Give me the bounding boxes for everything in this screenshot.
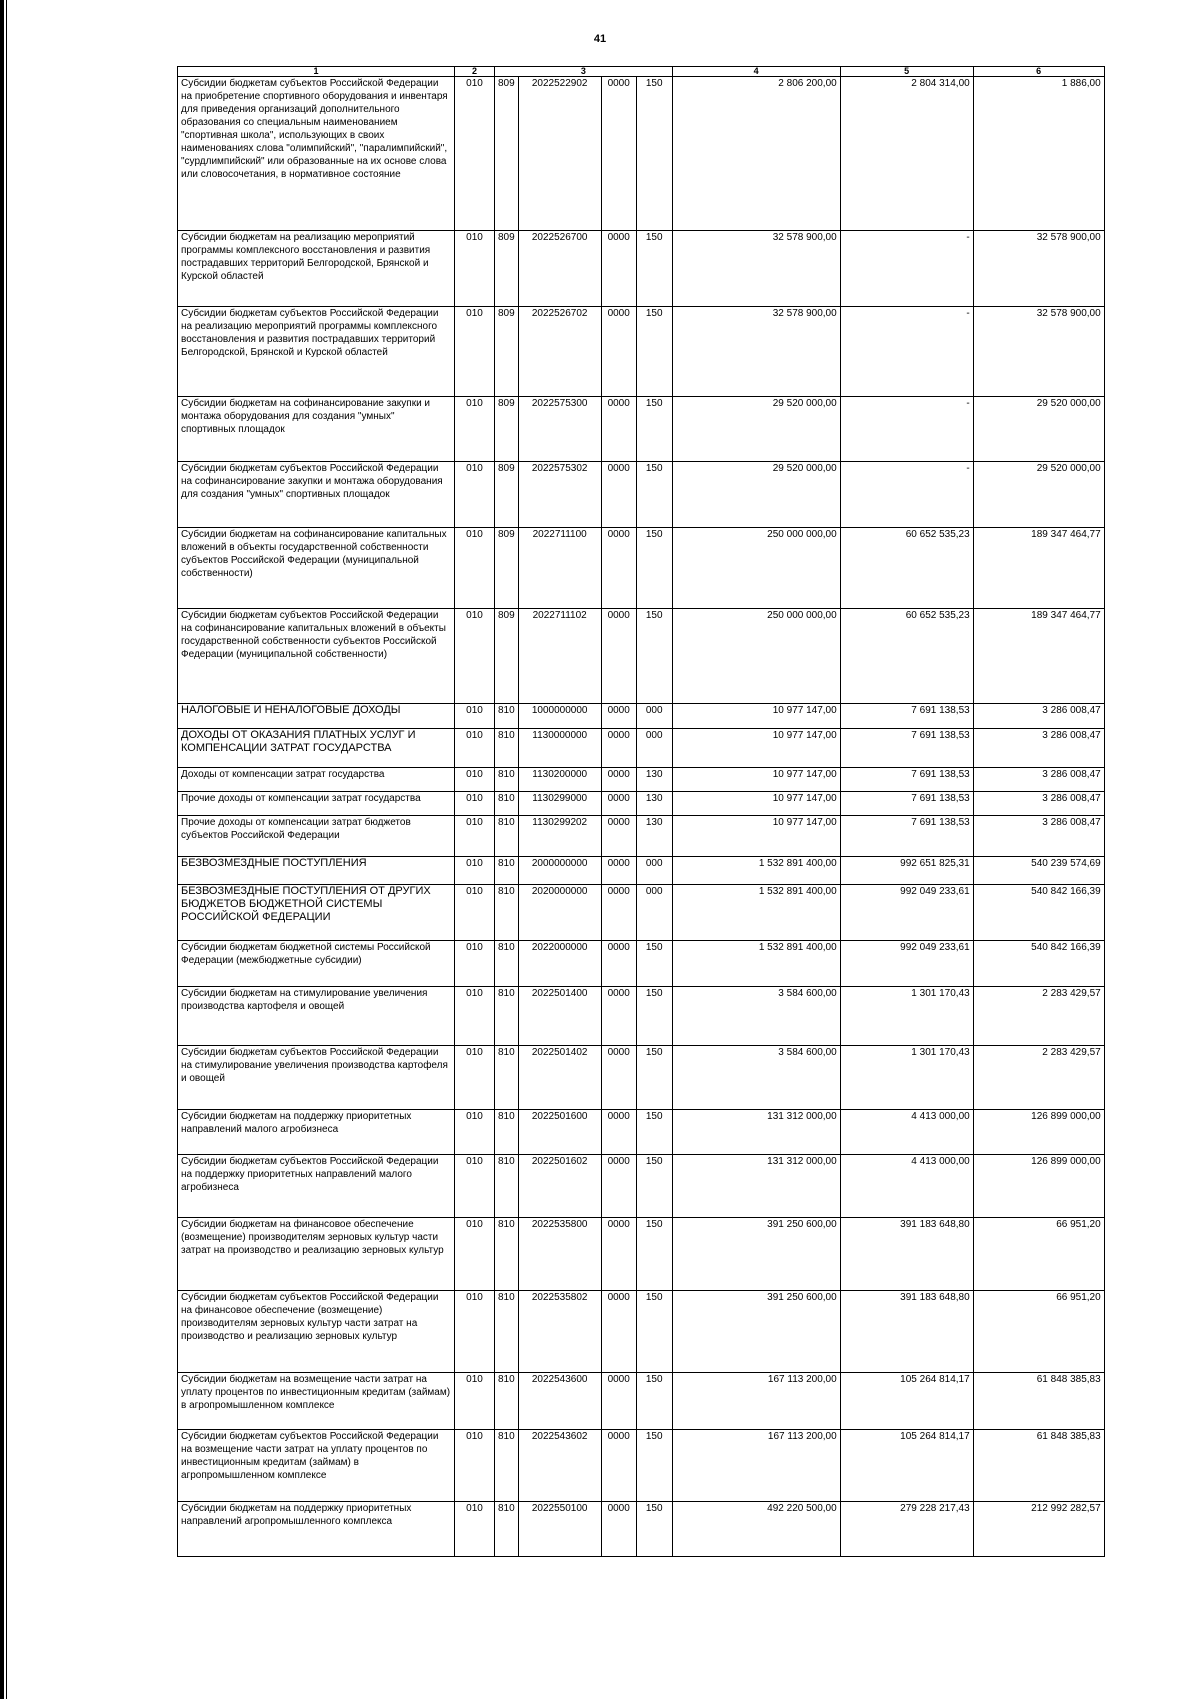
kosgu-code: 150 [636, 987, 672, 1046]
admin-code: 010 [455, 307, 495, 397]
revenue-group-code: 810 [495, 1502, 519, 1557]
approved-amount: 250 000 000,00 [672, 528, 840, 609]
executed-amount: 105 264 814,17 [840, 1373, 973, 1430]
revenue-group-code: 809 [495, 609, 519, 704]
table-row [178, 857, 1105, 885]
budget-classification-code: 2022550100 [518, 1502, 601, 1557]
approved-amount: 167 113 200,00 [672, 1430, 840, 1502]
row-description: Субсидии бюджетам на финансовое обеспечение (возмещение) производителям зерновых культур части затрат на производство и реализацию зерновых культур [178, 1218, 455, 1291]
executed-amount: 7 691 138,53 [840, 792, 973, 816]
table-body [178, 77, 1105, 1557]
revenue-group-code: 810 [495, 729, 519, 768]
program-code: 0000 [601, 704, 636, 729]
program-code: 0000 [601, 885, 636, 941]
kosgu-code: 000 [636, 704, 672, 729]
program-code: 0000 [601, 307, 636, 397]
program-code: 0000 [601, 792, 636, 816]
executed-amount: 992 651 825,31 [840, 857, 973, 885]
executed-amount: - [840, 231, 973, 307]
table-row [178, 1046, 1105, 1110]
table-row [178, 231, 1105, 307]
program-code: 0000 [601, 1218, 636, 1291]
page-number: 41 [593, 33, 607, 45]
row-description: БЕЗВОЗМЕЗДНЫЕ ПОСТУПЛЕНИЯ [178, 857, 455, 885]
kosgu-code: 150 [636, 1291, 672, 1373]
scan-edge-line [6, 0, 7, 1699]
program-code: 0000 [601, 1155, 636, 1218]
kosgu-code: 150 [636, 77, 672, 231]
table-row [178, 729, 1105, 768]
admin-code: 010 [455, 704, 495, 729]
col-header: 4 [672, 67, 840, 77]
unexecuted-amount: 66 951,20 [973, 1291, 1104, 1373]
executed-amount: 60 652 535,23 [840, 609, 973, 704]
budget-classification-code: 2022000000 [518, 941, 601, 987]
budget-classification-code: 2022526702 [518, 307, 601, 397]
budget-classification-code: 2022575302 [518, 462, 601, 528]
program-code: 0000 [601, 1291, 636, 1373]
admin-code: 010 [455, 885, 495, 941]
admin-code: 010 [455, 231, 495, 307]
budget-classification-code: 2022535800 [518, 1218, 601, 1291]
admin-code: 010 [455, 729, 495, 768]
unexecuted-amount: 32 578 900,00 [973, 307, 1104, 397]
budget-classification-code: 1000000000 [518, 704, 601, 729]
kosgu-code: 150 [636, 1110, 672, 1155]
admin-code: 010 [455, 1291, 495, 1373]
table-row [178, 1373, 1105, 1430]
admin-code: 010 [455, 462, 495, 528]
revenue-group-code: 809 [495, 397, 519, 462]
program-code: 0000 [601, 77, 636, 231]
executed-amount: 4 413 000,00 [840, 1110, 973, 1155]
row-description: Субсидии бюджетам на стимулирование увеличения производства картофеля и овощей [178, 987, 455, 1046]
kosgu-code: 150 [636, 231, 672, 307]
approved-amount: 391 250 600,00 [672, 1218, 840, 1291]
kosgu-code: 150 [636, 1155, 672, 1218]
executed-amount: - [840, 307, 973, 397]
program-code: 0000 [601, 1373, 636, 1430]
revenue-group-code: 810 [495, 1291, 519, 1373]
unexecuted-amount: 2 283 429,57 [973, 987, 1104, 1046]
row-description: Субсидии бюджетам на поддержку приоритетных направлений агропромышленного комплекса [178, 1502, 455, 1557]
executed-amount: 2 804 314,00 [840, 77, 973, 231]
program-code: 0000 [601, 528, 636, 609]
executed-amount: 391 183 648,80 [840, 1291, 973, 1373]
revenue-group-code: 809 [495, 528, 519, 609]
admin-code: 010 [455, 397, 495, 462]
budget-classification-code: 1130299000 [518, 792, 601, 816]
col-header: 6 [973, 67, 1104, 77]
kosgu-code: 150 [636, 609, 672, 704]
row-description: Субсидии бюджетам субъектов Российской Федерации на реализацию мероприятий программы комплексного восстановления и развития пострадавших территорий Белгородской, Брянской и Курской областей [178, 307, 455, 397]
unexecuted-amount: 61 848 385,83 [973, 1373, 1104, 1430]
budget-classification-code: 1130200000 [518, 768, 601, 792]
unexecuted-amount: 3 286 008,47 [973, 768, 1104, 792]
revenue-group-code: 810 [495, 768, 519, 792]
revenue-group-code: 810 [495, 1218, 519, 1291]
row-description: Субсидии бюджетам субъектов Российской Федерации на возмещение части затрат на уплату процентов по инвестиционным кредитам (займам) в агропромышленном комплексе [178, 1430, 455, 1502]
budget-table [177, 66, 1105, 1557]
revenue-group-code: 810 [495, 885, 519, 941]
approved-amount: 10 977 147,00 [672, 792, 840, 816]
approved-amount: 3 584 600,00 [672, 987, 840, 1046]
table-row [178, 704, 1105, 729]
unexecuted-amount: 29 520 000,00 [973, 397, 1104, 462]
budget-classification-code: 2022501402 [518, 1046, 601, 1110]
row-description: ДОХОДЫ ОТ ОКАЗАНИЯ ПЛАТНЫХ УСЛУГ И КОМПЕНСАЦИИ ЗАТРАТ ГОСУДАРСТВА [178, 729, 455, 768]
row-description: Субсидии бюджетам субъектов Российской Федерации на стимулирование увеличения производства картофеля и овощей [178, 1046, 455, 1110]
revenue-group-code: 810 [495, 857, 519, 885]
program-code: 0000 [601, 609, 636, 704]
budget-classification-code: 2022526700 [518, 231, 601, 307]
row-description: Субсидии бюджетам субъектов Российской Федерации на финансовое обеспечение (возмещение) производителям зерновых культур части затрат на производство и реализацию зерновых культур [178, 1291, 455, 1373]
header-row [178, 67, 1105, 77]
kosgu-code: 150 [636, 397, 672, 462]
row-description: БЕЗВОЗМЕЗДНЫЕ ПОСТУПЛЕНИЯ ОТ ДРУГИХ БЮДЖЕТОВ БЮДЖЕТНОЙ СИСТЕМЫ РОССИЙСКОЙ ФЕДЕРАЦИИ [178, 885, 455, 941]
admin-code: 010 [455, 816, 495, 857]
admin-code: 010 [455, 1110, 495, 1155]
program-code: 0000 [601, 857, 636, 885]
row-description: Прочие доходы от компенсации затрат бюджетов субъектов Российской Федерации [178, 816, 455, 857]
revenue-group-code: 809 [495, 231, 519, 307]
col-header: 5 [840, 67, 973, 77]
admin-code: 010 [455, 792, 495, 816]
unexecuted-amount: 1 886,00 [973, 77, 1104, 231]
kosgu-code: 150 [636, 1373, 672, 1430]
approved-amount: 29 520 000,00 [672, 462, 840, 528]
admin-code: 010 [455, 1218, 495, 1291]
approved-amount: 3 584 600,00 [672, 1046, 840, 1110]
kosgu-code: 130 [636, 792, 672, 816]
admin-code: 010 [455, 1046, 495, 1110]
unexecuted-amount: 540 842 166,39 [973, 941, 1104, 987]
approved-amount: 2 806 200,00 [672, 77, 840, 231]
table-row [178, 307, 1105, 397]
executed-amount: 1 301 170,43 [840, 987, 973, 1046]
budget-classification-code: 1130000000 [518, 729, 601, 768]
row-description: Субсидии бюджетам на поддержку приоритетных направлений малого агробизнеса [178, 1110, 455, 1155]
unexecuted-amount: 3 286 008,47 [973, 816, 1104, 857]
row-description: Прочие доходы от компенсации затрат государства [178, 792, 455, 816]
row-description: Субсидии бюджетам на софинансирование капитальных вложений в объекты государственной собственности субъектов Российской Федерации (муниципальной собственности) [178, 528, 455, 609]
scan-edge-bar [0, 0, 4, 1699]
row-description: Субсидии бюджетам субъектов Российской Федерации на софинансирование капитальных вложений в объекты государственной собственности субъектов Российской Федерации (муниципальной собственности) [178, 609, 455, 704]
row-description: Доходы от компенсации затрат государства [178, 768, 455, 792]
revenue-group-code: 810 [495, 941, 519, 987]
approved-amount: 167 113 200,00 [672, 1373, 840, 1430]
executed-amount: 1 301 170,43 [840, 1046, 973, 1110]
executed-amount: 7 691 138,53 [840, 768, 973, 792]
unexecuted-amount: 3 286 008,47 [973, 729, 1104, 768]
executed-amount: 391 183 648,80 [840, 1218, 973, 1291]
unexecuted-amount: 540 842 166,39 [973, 885, 1104, 941]
budget-classification-code: 2022711100 [518, 528, 601, 609]
table-row [178, 1430, 1105, 1502]
unexecuted-amount: 3 286 008,47 [973, 704, 1104, 729]
executed-amount: 4 413 000,00 [840, 1155, 973, 1218]
kosgu-code: 150 [636, 1430, 672, 1502]
budget-classification-code: 2022501600 [518, 1110, 601, 1155]
unexecuted-amount: 2 283 429,57 [973, 1046, 1104, 1110]
budget-classification-code: 2022543602 [518, 1430, 601, 1502]
program-code: 0000 [601, 941, 636, 987]
program-code: 0000 [601, 231, 636, 307]
unexecuted-amount: 126 899 000,00 [973, 1155, 1104, 1218]
col-header: 1 [178, 67, 455, 77]
kosgu-code: 150 [636, 1502, 672, 1557]
table-row [178, 609, 1105, 704]
admin-code: 010 [455, 528, 495, 609]
table-row [178, 77, 1105, 231]
program-code: 0000 [601, 729, 636, 768]
row-description: Субсидии бюджетам субъектов Российской Федерации на приобретение спортивного оборудования и инвентаря для приведения организаций дополнительного образования со специальным наименованием "спортивная школа", использующих в своих наименованиях слова "олимпийский", "паралимпийский", "сурдлимпийский" или образованные на их основе слова или словосочетания, в нормативное состояние [178, 77, 455, 231]
program-code: 0000 [601, 1046, 636, 1110]
program-code: 0000 [601, 1502, 636, 1557]
kosgu-code: 150 [636, 941, 672, 987]
approved-amount: 10 977 147,00 [672, 729, 840, 768]
revenue-group-code: 809 [495, 77, 519, 231]
budget-classification-code: 2000000000 [518, 857, 601, 885]
executed-amount: 7 691 138,53 [840, 729, 973, 768]
row-description: Субсидии бюджетам на возмещение части затрат на уплату процентов по инвестиционным кредитам (займам) в агропромышленном комплексе [178, 1373, 455, 1430]
budget-classification-code: 2022575300 [518, 397, 601, 462]
kosgu-code: 150 [636, 307, 672, 397]
executed-amount: 992 049 233,61 [840, 941, 973, 987]
unexecuted-amount: 32 578 900,00 [973, 231, 1104, 307]
budget-classification-code: 1130299202 [518, 816, 601, 857]
kosgu-code: 150 [636, 1218, 672, 1291]
admin-code: 010 [455, 941, 495, 987]
table-row [178, 987, 1105, 1046]
table-row [178, 941, 1105, 987]
budget-classification-code: 2022535802 [518, 1291, 601, 1373]
table-row [178, 768, 1105, 792]
unexecuted-amount: 66 951,20 [973, 1218, 1104, 1291]
kosgu-code: 150 [636, 1046, 672, 1110]
program-code: 0000 [601, 1110, 636, 1155]
kosgu-code: 000 [636, 729, 672, 768]
budget-classification-code: 2022501400 [518, 987, 601, 1046]
table-row [178, 816, 1105, 857]
approved-amount: 1 532 891 400,00 [672, 885, 840, 941]
table-row [178, 1110, 1105, 1155]
row-description: НАЛОГОВЫЕ И НЕНАЛОГОВЫЕ ДОХОДЫ [178, 704, 455, 729]
revenue-group-code: 810 [495, 1110, 519, 1155]
approved-amount: 10 977 147,00 [672, 704, 840, 729]
approved-amount: 32 578 900,00 [672, 231, 840, 307]
unexecuted-amount: 189 347 464,77 [973, 609, 1104, 704]
kosgu-code: 150 [636, 528, 672, 609]
kosgu-code: 130 [636, 768, 672, 792]
approved-amount: 29 520 000,00 [672, 397, 840, 462]
row-description: Субсидии бюджетам на софинансирование закупки и монтажа оборудования для создания "умных" спортивных площадок [178, 397, 455, 462]
admin-code: 010 [455, 1502, 495, 1557]
admin-code: 010 [455, 857, 495, 885]
unexecuted-amount: 126 899 000,00 [973, 1110, 1104, 1155]
revenue-group-code: 810 [495, 704, 519, 729]
row-description: Субсидии бюджетам субъектов Российской Федерации на софинансирование закупки и монтажа оборудования для создания "умных" спортивных площадок [178, 462, 455, 528]
revenue-group-code: 810 [495, 1373, 519, 1430]
admin-code: 010 [455, 768, 495, 792]
col-header: 3 [495, 67, 673, 77]
approved-amount: 10 977 147,00 [672, 768, 840, 792]
revenue-group-code: 809 [495, 307, 519, 397]
admin-code: 010 [455, 1373, 495, 1430]
admin-code: 010 [455, 77, 495, 231]
executed-amount: 105 264 814,17 [840, 1430, 973, 1502]
approved-amount: 131 312 000,00 [672, 1155, 840, 1218]
table-row [178, 1291, 1105, 1373]
unexecuted-amount: 29 520 000,00 [973, 462, 1104, 528]
approved-amount: 250 000 000,00 [672, 609, 840, 704]
revenue-group-code: 810 [495, 1155, 519, 1218]
budget-classification-code: 2022501602 [518, 1155, 601, 1218]
approved-amount: 492 220 500,00 [672, 1502, 840, 1557]
executed-amount: 60 652 535,23 [840, 528, 973, 609]
unexecuted-amount: 61 848 385,83 [973, 1430, 1104, 1502]
revenue-group-code: 810 [495, 987, 519, 1046]
revenue-group-code: 809 [495, 462, 519, 528]
unexecuted-amount: 189 347 464,77 [973, 528, 1104, 609]
program-code: 0000 [601, 1430, 636, 1502]
table-row [178, 885, 1105, 941]
table-row [178, 792, 1105, 816]
approved-amount: 131 312 000,00 [672, 1110, 840, 1155]
program-code: 0000 [601, 816, 636, 857]
admin-code: 010 [455, 987, 495, 1046]
row-description: Субсидии бюджетам субъектов Российской Федерации на поддержку приоритетных направлений малого агробизнеса [178, 1155, 455, 1218]
executed-amount: - [840, 462, 973, 528]
unexecuted-amount: 540 239 574,69 [973, 857, 1104, 885]
approved-amount: 1 532 891 400,00 [672, 941, 840, 987]
row-description: Субсидии бюджетам бюджетной системы Российской Федерации (межбюджетные субсидии) [178, 941, 455, 987]
program-code: 0000 [601, 397, 636, 462]
approved-amount: 1 532 891 400,00 [672, 857, 840, 885]
table-row [178, 462, 1105, 528]
kosgu-code: 130 [636, 816, 672, 857]
budget-classification-code: 2022711102 [518, 609, 601, 704]
approved-amount: 32 578 900,00 [672, 307, 840, 397]
executed-amount: 279 228 217,43 [840, 1502, 973, 1557]
kosgu-code: 000 [636, 857, 672, 885]
executed-amount: 992 049 233,61 [840, 885, 973, 941]
revenue-group-code: 810 [495, 792, 519, 816]
col-header: 2 [455, 67, 495, 77]
unexecuted-amount: 3 286 008,47 [973, 792, 1104, 816]
executed-amount: 7 691 138,53 [840, 816, 973, 857]
admin-code: 010 [455, 1430, 495, 1502]
executed-amount: - [840, 397, 973, 462]
budget-classification-code: 2022522902 [518, 77, 601, 231]
program-code: 0000 [601, 462, 636, 528]
table-row [178, 1218, 1105, 1291]
admin-code: 010 [455, 609, 495, 704]
table-row [178, 1155, 1105, 1218]
approved-amount: 391 250 600,00 [672, 1291, 840, 1373]
program-code: 0000 [601, 768, 636, 792]
row-description: Субсидии бюджетам на реализацию мероприятий программы комплексного восстановления и развития пострадавших территорий Белгородской, Брянской и Курской областей [178, 231, 455, 307]
unexecuted-amount: 212 992 282,57 [973, 1502, 1104, 1557]
budget-classification-code: 2022543600 [518, 1373, 601, 1430]
admin-code: 010 [455, 1155, 495, 1218]
revenue-group-code: 810 [495, 816, 519, 857]
program-code: 0000 [601, 987, 636, 1046]
kosgu-code: 150 [636, 462, 672, 528]
table-row [178, 397, 1105, 462]
budget-classification-code: 2020000000 [518, 885, 601, 941]
executed-amount: 7 691 138,53 [840, 704, 973, 729]
kosgu-code: 000 [636, 885, 672, 941]
revenue-group-code: 810 [495, 1430, 519, 1502]
revenue-group-code: 810 [495, 1046, 519, 1110]
table-row [178, 1502, 1105, 1557]
approved-amount: 10 977 147,00 [672, 816, 840, 857]
table-row [178, 528, 1105, 609]
